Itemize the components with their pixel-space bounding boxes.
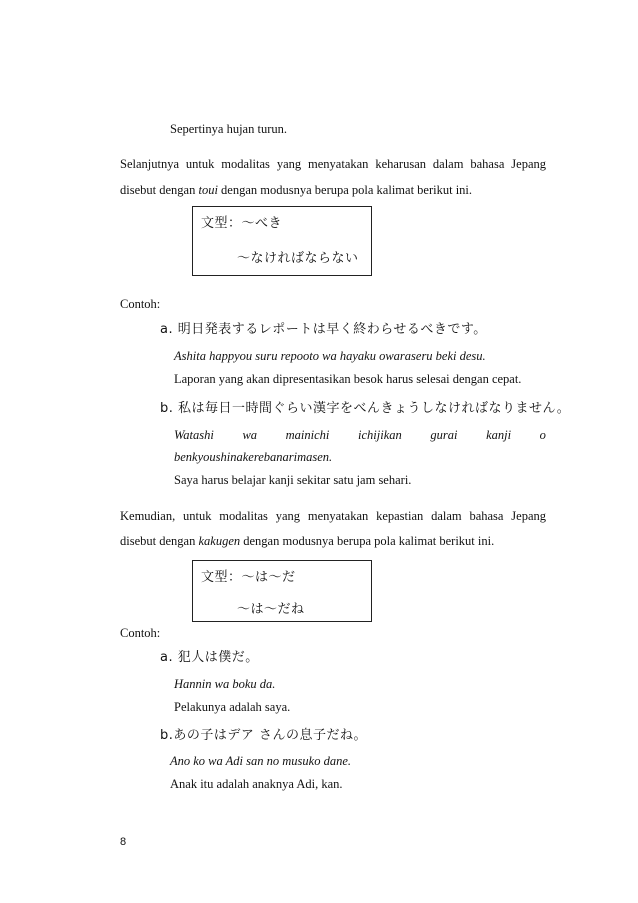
contoh-label-1: Contoh:	[120, 297, 161, 311]
example-b-translation: Saya harus belajar kanji sekitar satu jam sehari.	[174, 473, 412, 487]
paragraph-1-line-1: Selanjutnya untuk modalitas yang menyatakan keharusan dalam bahasa Jepang	[120, 157, 546, 171]
example-2b-romaji: Ano ko wa Adi san no musuko dane.	[170, 754, 352, 768]
pattern-box-1	[192, 206, 372, 276]
example-2a-romaji: Hannin wa boku da.	[174, 677, 276, 691]
paragraph-2-line-2: disebut dengan kakugen dengan modusnya berupa pola kalimat berikut ini.	[120, 534, 495, 548]
romaji-word: ichijikan	[358, 428, 402, 442]
romaji-word: o	[539, 428, 546, 442]
term-kakugen: kakugen	[198, 534, 241, 548]
example-b-romaji-line-2: benkyoushinakerebanarimasen.	[174, 450, 333, 464]
romaji-word: mainichi	[285, 428, 330, 442]
example-2b-japanese: b.あの子はデア さんの息子だね。	[160, 728, 368, 743]
pattern-box-1-line-1: 文型：～べき	[201, 216, 283, 231]
example-a-romaji: Ashita happyou suru repooto wa hayaku owaraseru beki desu.	[174, 349, 486, 363]
romaji-word: kanji	[486, 428, 512, 442]
example-2a-translation: Pelakunya adalah saya.	[174, 700, 291, 714]
romaji-word: Watashi	[174, 428, 214, 442]
pattern-box-2-line-2: ～は～だね	[237, 602, 305, 617]
example-2a-japanese: a. 犯人は僕だ。	[160, 650, 259, 665]
example-a-translation: Laporan yang akan dipresentasikan besok harus selesai dengan cepat.	[174, 372, 522, 386]
paragraph-2-line-1: Kemudian, untuk modalitas yang menyatakan kepastian dalam bahasa Jepang	[120, 509, 546, 523]
example-b-japanese: b. 私は毎日一時間ぐらい漢字をべんきょうしなければなりません。	[160, 401, 571, 416]
example-a-japanese: a. 明日発表するレポートは早く終わらせるべきです。	[160, 322, 487, 337]
pattern-box-2	[192, 560, 372, 622]
pattern-box-2-line-1: 文型：～は～だ	[201, 570, 296, 585]
example-2b-translation: Anak itu adalah anaknya Adi, kan.	[170, 777, 343, 791]
page-number: 8	[120, 836, 127, 848]
pattern-box-1-line-2: ～なければならない	[237, 251, 359, 266]
term-toui: toui	[198, 183, 218, 197]
romaji-word: wa	[242, 428, 258, 442]
example-b-romaji-line-1	[174, 427, 546, 443]
contoh-label-2: Contoh:	[120, 626, 161, 640]
sentence-translation: Sepertinya hujan turun.	[170, 122, 287, 136]
romaji-word: gurai	[430, 428, 458, 442]
paragraph-1-line-2: disebut dengan toui dengan modusnya berupa pola kalimat berikut ini.	[120, 183, 473, 197]
